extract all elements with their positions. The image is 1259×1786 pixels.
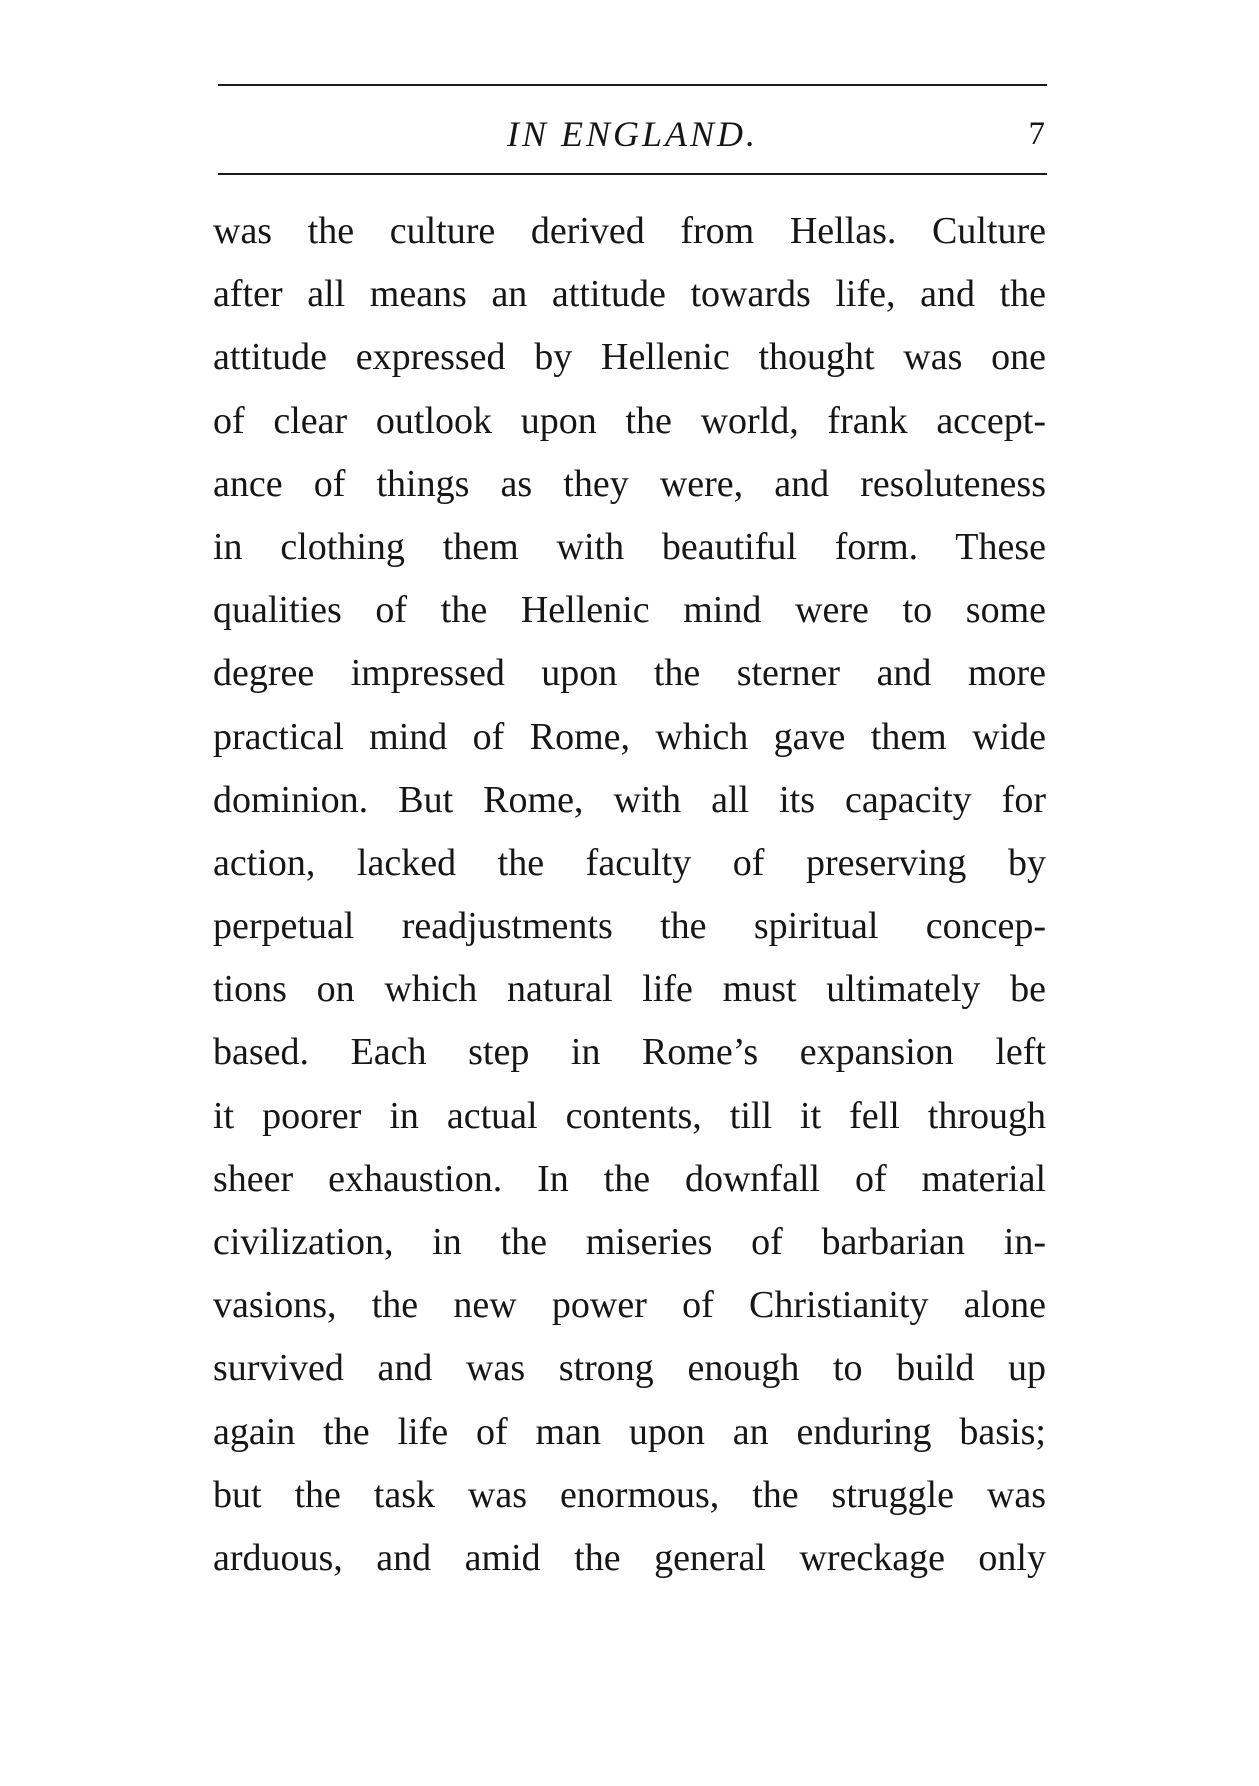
text-line: of clear outlook upon the world, frank accept- bbox=[213, 399, 1046, 442]
header-bottom-rule bbox=[218, 173, 1047, 175]
text-line: tions on which natural life must ultimately be bbox=[213, 968, 1046, 1011]
text-line: practical mind of Rome, which gave them wide bbox=[213, 715, 1046, 758]
running-head bbox=[218, 110, 1047, 158]
text-line: degree impressed upon the sterner and more bbox=[213, 652, 1046, 695]
text-line: sheer exhaustion. In the downfall of material bbox=[213, 1157, 1046, 1200]
text-line: it poorer in actual contents, till it fell through bbox=[213, 1094, 1046, 1137]
running-title: IN ENGLAND. bbox=[506, 114, 759, 154]
text-line: survived and was strong enough to build up bbox=[213, 1347, 1046, 1390]
page-number: 7 bbox=[1028, 116, 1045, 152]
text-line: ance of things as they were, and resoluteness bbox=[213, 462, 1046, 505]
body-text bbox=[213, 200, 1046, 1590]
text-line: but the task was enormous, the struggle was bbox=[213, 1473, 1046, 1516]
text-line: attitude expressed by Hellenic thought was one bbox=[213, 336, 1046, 379]
text-line: perpetual readjustments the spiritual concep- bbox=[213, 905, 1046, 948]
text-line: dominion. But Rome, with all its capacity for bbox=[213, 778, 1046, 821]
text-line: civilization, in the miseries of barbarian in- bbox=[213, 1221, 1046, 1263]
text-line: after all means an attitude towards life, and the bbox=[213, 273, 1046, 316]
header-top-rule bbox=[218, 84, 1047, 86]
text-line: arduous, and amid the general wreckage only bbox=[213, 1536, 1046, 1579]
text-line: action, lacked the faculty of preserving by bbox=[213, 841, 1046, 884]
text-line: again the life of man upon an enduring basis; bbox=[213, 1410, 1046, 1453]
text-line: qualities of the Hellenic mind were to some bbox=[213, 589, 1046, 632]
text-line: based. Each step in Rome’s expansion left bbox=[213, 1031, 1046, 1074]
text-line: was the culture derived from Hellas. Culture bbox=[213, 210, 1046, 252]
text-line: in clothing them with beautiful form. These bbox=[213, 525, 1046, 568]
text-line: vasions, the new power of Christianity alone bbox=[213, 1284, 1046, 1327]
